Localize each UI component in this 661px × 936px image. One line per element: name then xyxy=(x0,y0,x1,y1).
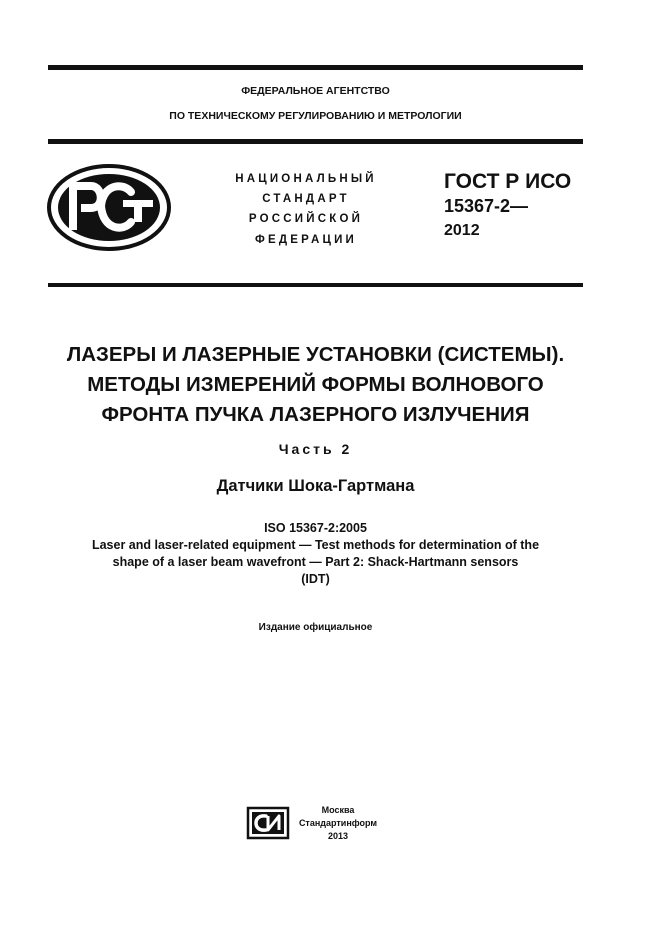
agency-line-2: ПО ТЕХНИЧЕСКОМУ РЕГУЛИРОВАНИЮ И МЕТРОЛОГИИ xyxy=(169,110,462,122)
separator-rule xyxy=(48,283,583,287)
iso-idt: (IDT) xyxy=(301,572,330,586)
edition-label: Издание официальное xyxy=(258,622,373,633)
iso-title-line-1: Laser and laser-related equipment — Test methods for determination of the xyxy=(91,538,540,552)
national-line-4: ФЕДЕРАЦИИ xyxy=(254,234,358,246)
iso-title-line-2: shape of a laser beam wavefront — Part 2: Shack-Hartmann sensors xyxy=(112,555,519,569)
designation-line-2: 15367-2— xyxy=(444,196,529,216)
publisher-city: Москва xyxy=(321,805,355,815)
subtitle: Датчики Шока-Гартмана xyxy=(216,477,415,495)
national-line-3: РОССИЙСКОЙ xyxy=(248,213,364,225)
part-number: Часть 2 xyxy=(278,441,353,457)
iso-designation: ISO 15367-2:2005 xyxy=(264,521,367,535)
publisher-year: 2013 xyxy=(327,831,349,841)
designation-line-3: 2012 xyxy=(444,222,480,239)
gost-r-logo xyxy=(47,164,171,251)
title-line-2: МЕТОДЫ ИЗМЕРЕНИЙ ФОРМЫ ВОЛНОВОГО xyxy=(87,373,544,396)
national-line-2: СТАНДАРТ xyxy=(262,193,350,205)
top-rule xyxy=(48,65,583,70)
title-line-1: ЛАЗЕРЫ И ЛАЗЕРНЫЕ УСТАНОВКИ (СИСТЕМЫ). xyxy=(66,343,565,366)
header-rule xyxy=(48,139,583,144)
title-line-3: ФРОНТА ПУЧКА ЛАЗЕРНОГО ИЗЛУЧЕНИЯ xyxy=(101,403,530,426)
national-line-1: НАЦИОНАЛЬНЫЙ xyxy=(235,173,377,185)
designation-line-1: ГОСТ Р ИСО xyxy=(444,170,572,193)
standartinform-logo xyxy=(246,806,290,840)
publisher-name: Стандартинформ xyxy=(298,818,378,828)
agency-line-1: ФЕДЕРАЛЬНОЕ АГЕНТСТВО xyxy=(241,85,390,97)
